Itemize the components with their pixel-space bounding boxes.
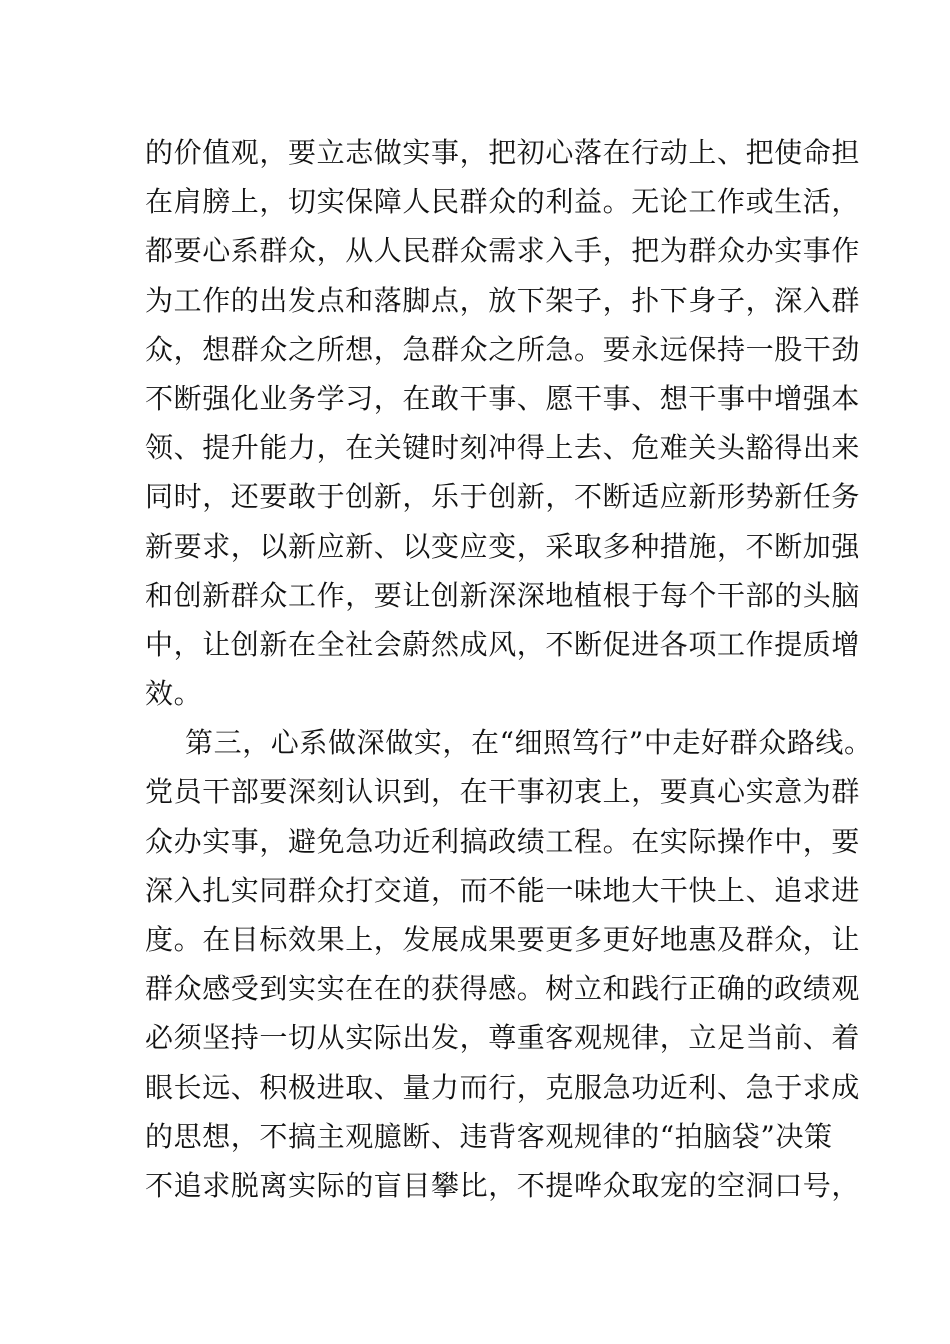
- text-line: 不断强化业务学习，在敢干事、愿干事、想干事中增强本: [145, 381, 861, 415]
- text-line: 中，让创新在全社会蔚然成风，不断促进各项工作提质增: [145, 627, 861, 661]
- text-line: 的价值观，要立志做实事，把初心落在行动上、把使命担: [145, 136, 861, 169]
- text-line: 必须坚持一切从实际出发，尊重客观规律，立足当前、着: [145, 1021, 861, 1055]
- text-line: 领、提升能力，在关键时刻冲得上去、危难关头豁得出来: [145, 431, 861, 465]
- text-line: 为工作的出发点和落脚点，放下架子，扑下身子，深入群: [145, 283, 861, 317]
- paragraph-heading-line: 第三，心系做深做实，在“细照笃行”中走好群众路线。: [185, 726, 873, 760]
- text-line: 效。: [145, 677, 203, 711]
- text-line: 新要求，以新应新、以变应变，采取多种措施，不断加强: [145, 529, 861, 563]
- text-line: 众办实事，避免急功近利搞政绩工程。在实际操作中，要: [145, 824, 861, 858]
- text-line: 在肩膀上，切实保障人民群众的利益。无论工作或生活，: [145, 185, 861, 219]
- text-line: 不追求脱离实际的盲目攀比，不提哗众取宠的空洞口号，: [145, 1168, 861, 1202]
- text-line: 深入扎实同群众打交道，而不能一味地大干快上、追求进: [145, 873, 861, 907]
- text-line: 都要心系群众，从人民群众需求入手，把为群众办实事作: [145, 234, 861, 268]
- text-line: 众，想群众之所想，急群众之所急。要永远保持一股干劲: [145, 332, 861, 366]
- text-line: 群众感受到实实在在的获得感。树立和践行正确的政绩观: [145, 972, 861, 1006]
- text-line: 和创新群众工作，要让创新深深地植根于每个干部的头脑: [145, 578, 861, 612]
- text-line: 度。在目标效果上，发展成果要更多更好地惠及群众，让: [145, 923, 861, 956]
- text-line: 党员干部要深刻认识到，在干事初衷上，要真心实意为群: [145, 775, 861, 809]
- text-line: 眼长远、积极进取、量力而行，克服急功近利、急于求成: [145, 1070, 861, 1104]
- text-line: 的思想，不搞主观臆断、违背客观规律的“拍脑袋”决策: [145, 1119, 833, 1153]
- body-text: [145, 128, 873, 1210]
- text-line: 同时，还要敢于创新，乐于创新，不断适应新形势新任务: [145, 480, 861, 514]
